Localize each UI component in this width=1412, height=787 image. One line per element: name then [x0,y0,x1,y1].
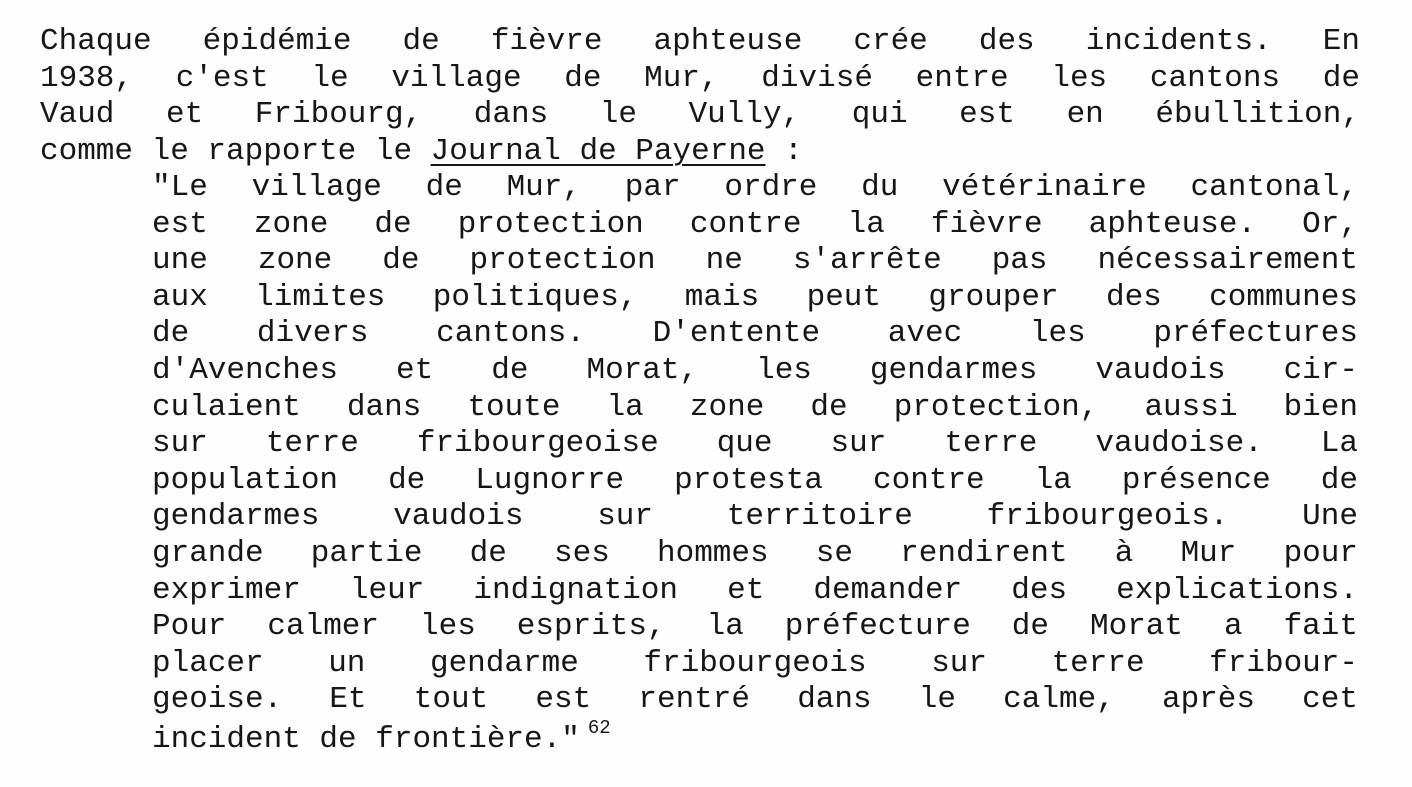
quote-line: exprimer leur indignation et demander des explications. [152,572,1358,608]
quote-line: population de Lugnorre protesta contre la présence de [152,462,1358,498]
journal-title: Journal de Payerne [430,133,766,169]
quote-line: Pour calmer les esprits, la préfecture de Morat a fait [152,609,1358,645]
intro-line: Chaque épidémie de fièvre aphteuse crée des incidents. En [40,24,1360,59]
quote-line: d'Avenches et de Morat, les gendarmes vaudois cir- [152,352,1358,388]
intro-line-text: comme le rapporte le [40,133,431,169]
intro-line: 1938, c'est le village de Mur, divisé entre les cantons de [40,60,1360,96]
intro-line-with-citation [40,134,1360,171]
quote-line: "Le village de Mur, par ordre du vétérinaire cantonal, [152,170,1358,205]
quote-line-text: incident de frontière." [152,721,580,757]
quote-last-line [152,716,1358,759]
quote-line: aux limites politiques, mais peut grouper des communes [152,279,1358,315]
quote-line: placer un gendarme fribourgeois sur terre fribour- [152,645,1358,681]
quote-line: grande partie de ses hommes se rendirent à Mur pour [152,535,1358,571]
quote-line: une zone de protection ne s'arrête pas nécessairement [152,243,1358,279]
intro-line: Vaud et Fribourg, dans le Vully, qui est en ébullition, [40,97,1360,133]
intro-paragraph [40,24,1360,170]
quote-line: geoise. Et tout est rentré dans le calme, après cet [152,682,1358,718]
block-quote [152,170,1358,759]
quote-line: sur terre fribourgeoise que sur terre vaudoise. La [152,426,1358,462]
footnote-reference: 62 [587,716,611,739]
quote-line: est zone de protection contre la fièvre aphteuse. Or, [152,206,1358,242]
quote-line: culaient dans toute la zone de protection, aussi bien [152,389,1358,425]
quote-line: de divers cantons. D'entente avec les préfectures [152,316,1358,352]
intro-line-colon: : [765,133,803,169]
quote-line: gendarmes vaudois sur territoire fribourgeois. Une [152,499,1358,535]
